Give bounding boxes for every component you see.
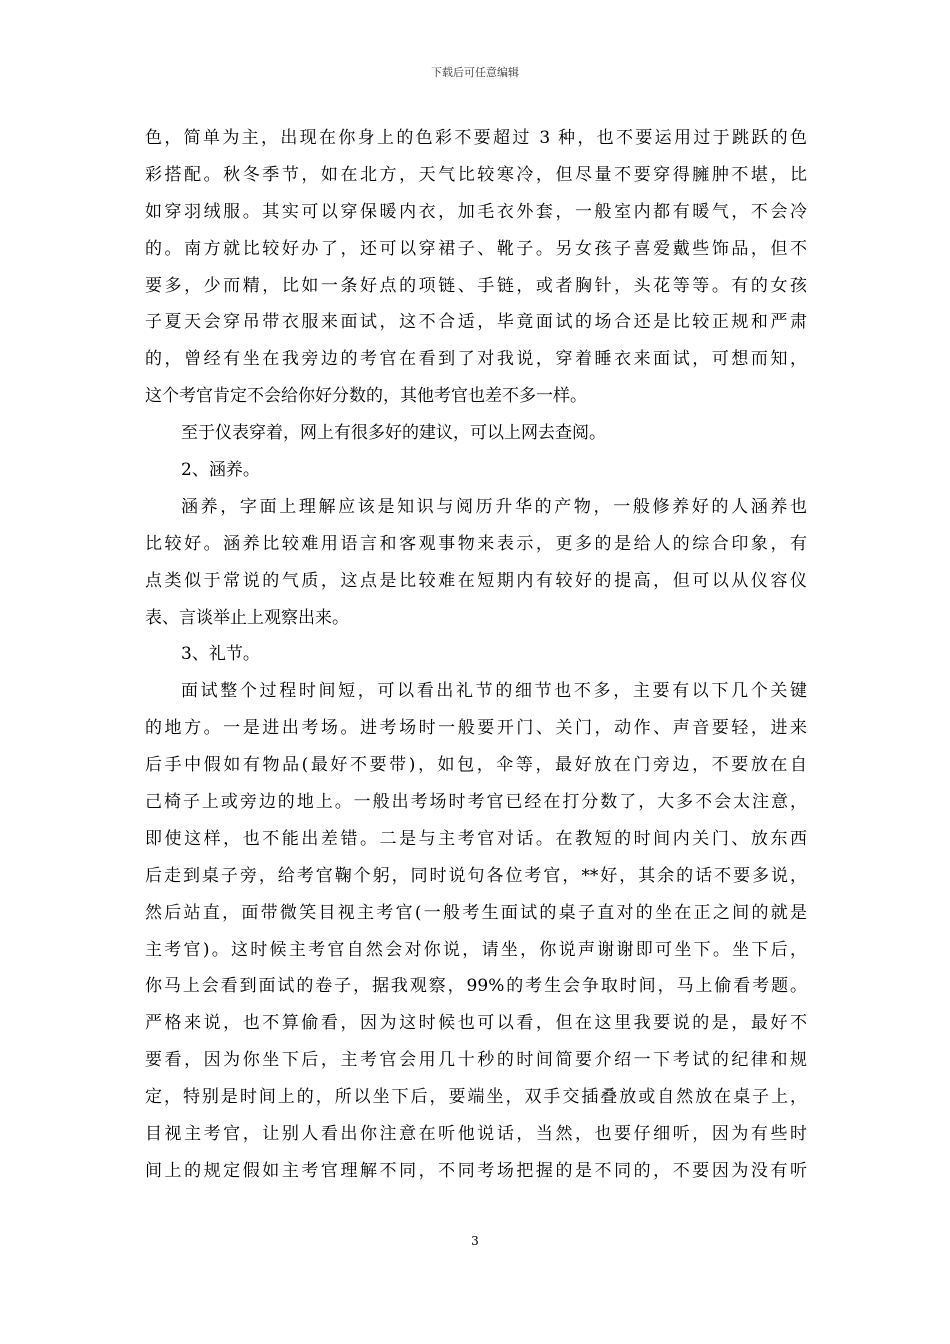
text-line: 然后站直，面带微笑目视主考官(一般考生面试的桌子直对的坐在正之间的就是	[145, 902, 807, 923]
text-line: 2、涵养。	[181, 460, 260, 481]
page-header: 下载后可任意编辑	[431, 66, 519, 79]
text-line: 比较好。涵养比较难用语言和客观事物来表示，更多的是给人的综合印象，有	[145, 533, 807, 554]
text-line: 己椅子上或旁边的地上。一般出考场时考官已经在打分数了，大多不会太注意，	[145, 792, 807, 813]
text-line: 涵养，字面上理解应该是知识与阅历升华的产物，一般修养好的人涵养也	[181, 496, 807, 517]
text-line: 间上的规定假如主考官理解不同，不同考场把握的是不同的，不要因为没有听	[145, 1160, 807, 1181]
text-line: 主考官)。这时候主考官自然会对你说，请坐，你说声谢谢即可坐下。坐下后，	[145, 939, 807, 960]
text-line: 的地方。一是进出考场。进考场时一般要开门、关门，动作、声音要轻，进来	[145, 718, 807, 739]
document-body	[145, 120, 807, 1190]
text-line: 如穿羽绒服。其实可以穿保暖内衣，加毛衣外套，一般室内都有暖气，不会冷	[145, 201, 807, 222]
text-line: 即使这样，也不能出差错。二是与主考官对话。在教短的时间内关门、放东西	[145, 828, 807, 849]
text-line: 定，特别是时间上的，所以坐下后，要端坐，双手交插叠放或自然放在桌子上，	[145, 1087, 807, 1108]
text-line: 表、言谈举止上观察出来。	[145, 607, 349, 628]
text-line: 要多，少而精，比如一条好点的项链、手链，或者胸针，头花等等。有的女孩	[145, 275, 807, 296]
text-line: 3、礼节。	[181, 644, 260, 665]
text-line: 点类似于常说的气质，这点是比较难在短期内有较好的提高，但可以从仪容仪	[145, 570, 807, 591]
text-line: 彩搭配。秋冬季节，如在北方，天气比较寒冷，但尽量不要穿得臃肿不堪，比	[145, 164, 807, 185]
text-line: 后手中假如有物品(最好不要带)，如包，伞等，最好放在门旁边，不要放在自	[145, 755, 807, 776]
text-line: 至于仪表穿着，网上有很多好的建议，可以上网去查阅。	[181, 423, 606, 444]
text-line: 后走到桌子旁，给考官鞠个躬，同时说句各位考官，**好，其余的话不要多说，	[145, 865, 807, 886]
text-line: 色，简单为主，出现在你身上的色彩不要超过 3 种，也不要运用过于跳跃的色	[145, 128, 807, 148]
text-line: 目视主考官，让别人看出你注意在听他说话，当然，也要仔细听，因为有些时	[145, 1124, 807, 1145]
page-number: 3	[471, 1234, 479, 1248]
text-line: 严格来说，也不算偷看，因为这时候也可以看，但在这里我要说的是，最好不	[145, 1013, 807, 1034]
text-line: 你马上会看到面试的卷子，据我观察，99%的考生会争取时间，马上偷看考题。	[145, 976, 807, 997]
text-line: 的，曾经有坐在我旁边的考官在看到了对我说，穿着睡衣来面试，可想而知，	[145, 349, 807, 370]
text-line: 要看，因为你坐下后，主考官会用几十秒的时间简要介绍一下考试的纪律和规	[145, 1050, 807, 1071]
text-line: 子夏天会穿吊带衣服来面试，这不合适，毕竟面试的场合还是比较正规和严肃	[145, 312, 807, 333]
text-line: 的。南方就比较好办了，还可以穿裙子、靴子。另女孩子喜爱戴些饰品，但不	[145, 238, 807, 259]
text-line: 这个考官肯定不会给你好分数的，其他考官也差不多一样。	[145, 386, 587, 407]
text-line: 面试整个过程时间短，可以看出礼节的细节也不多，主要有以下几个关键	[181, 681, 807, 702]
